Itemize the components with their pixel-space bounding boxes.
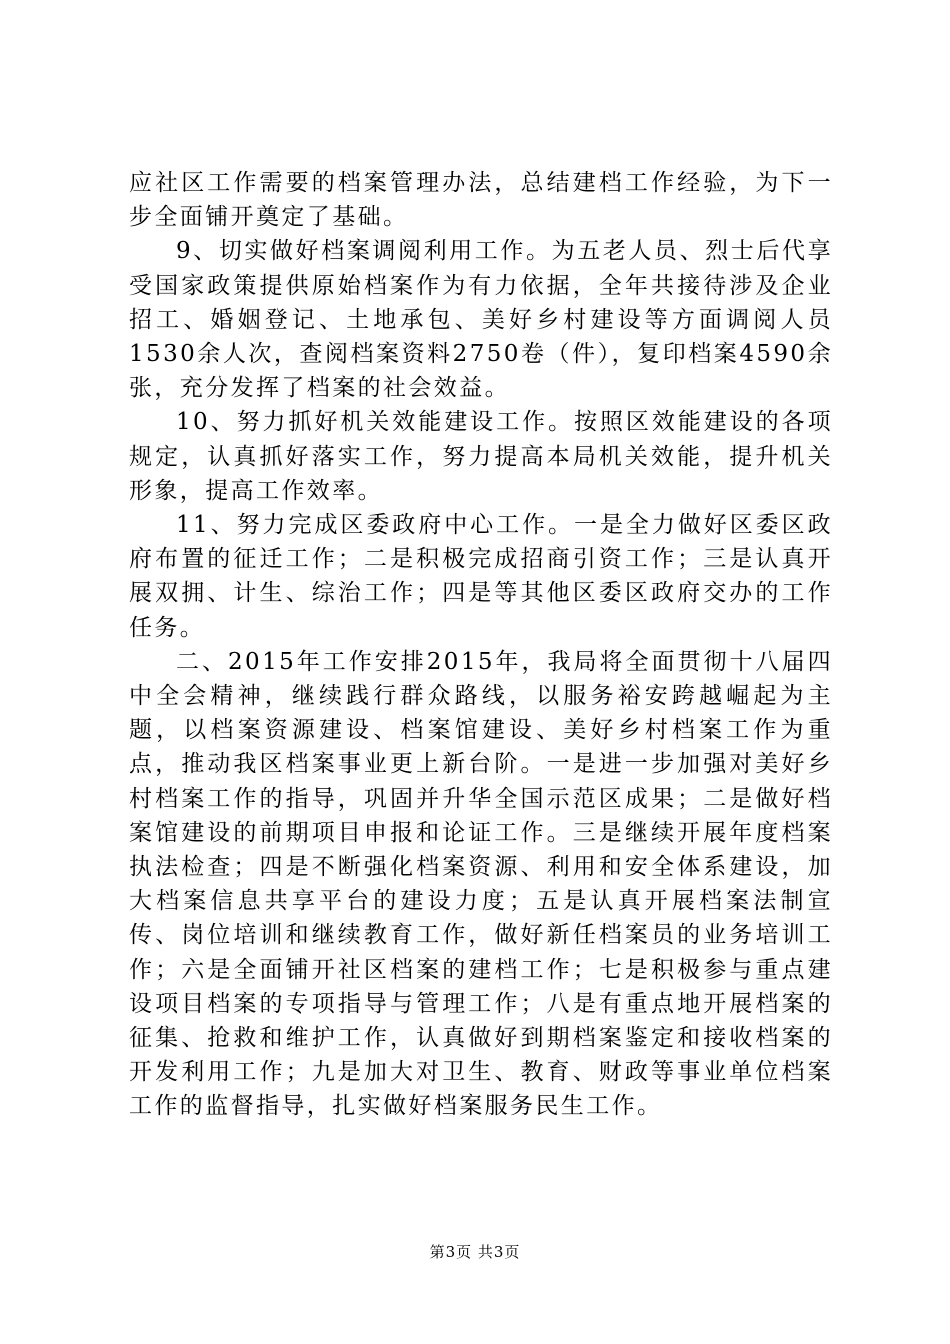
- paragraph-item-9: 9、切实做好档案调阅利用工作。为五老人员、烈士后代享受国家政策提供原始档案作为有力依据，全年共接待涉及企业招工、婚姻登记、土地承包、美好乡村建设等方面调阅人员1530余人次，查阅档案资料2750卷（件），复印档案4590余张，充分发挥了档案的社会效益。: [129, 238, 833, 402]
- document-body: [129, 166, 833, 1124]
- paragraph-item-10: 10、努力抓好机关效能建设工作。按照区效能建设的各项规定，认真抓好落实工作，努力提高本局机关效能，提升机关形象，提高工作效率。: [129, 409, 833, 504]
- page-number-footer: 第3页 共3页: [429, 1243, 521, 1261]
- paragraph-section-2: 二、2015年工作安排2015年，我局将全面贯彻十八届四中全会精神，继续践行群众路线，以服务裕安跨越崛起为主题，以档案资源建设、档案馆建设、美好乡村档案工作为重点，推动我区档案事业更上新台阶。一是进一步加强对美好乡村档案工作的指导，巩固并升华全国示范区成果；二是做好档案馆建设的前期项目申报和论证工作。三是继续开展年度档案执法检查；四是不断强化档案资源、利用和安全体系建设，加大档案信息共享平台的建设力度；五是认真开展档案法制宣传、岗位培训和继续教育工作，做好新任档案员的业务培训工作；六是全面铺开社区档案的建档工作；七是积极参与重点建设项目档案的专项指导与管理工作；八是有重点地开展档案的征集、抢救和维护工作，认真做好到期档案鉴定和接收档案的开发利用工作；九是加大对卫生、教育、财政等事业单位档案工作的监督指导，扎实做好档案服务民生工作。: [129, 648, 833, 1120]
- paragraph-continuation: 应社区工作需要的档案管理办法，总结建档工作经验，为下一步全面铺开奠定了基础。: [129, 170, 833, 231]
- paragraph-item-11: 11、努力完成区委政府中心工作。一是全力做好区委区政府布置的征迁工作；二是积极完成招商引资工作；三是认真开展双拥、计生、综治工作；四是等其他区委区政府交办的工作任务。: [129, 512, 833, 641]
